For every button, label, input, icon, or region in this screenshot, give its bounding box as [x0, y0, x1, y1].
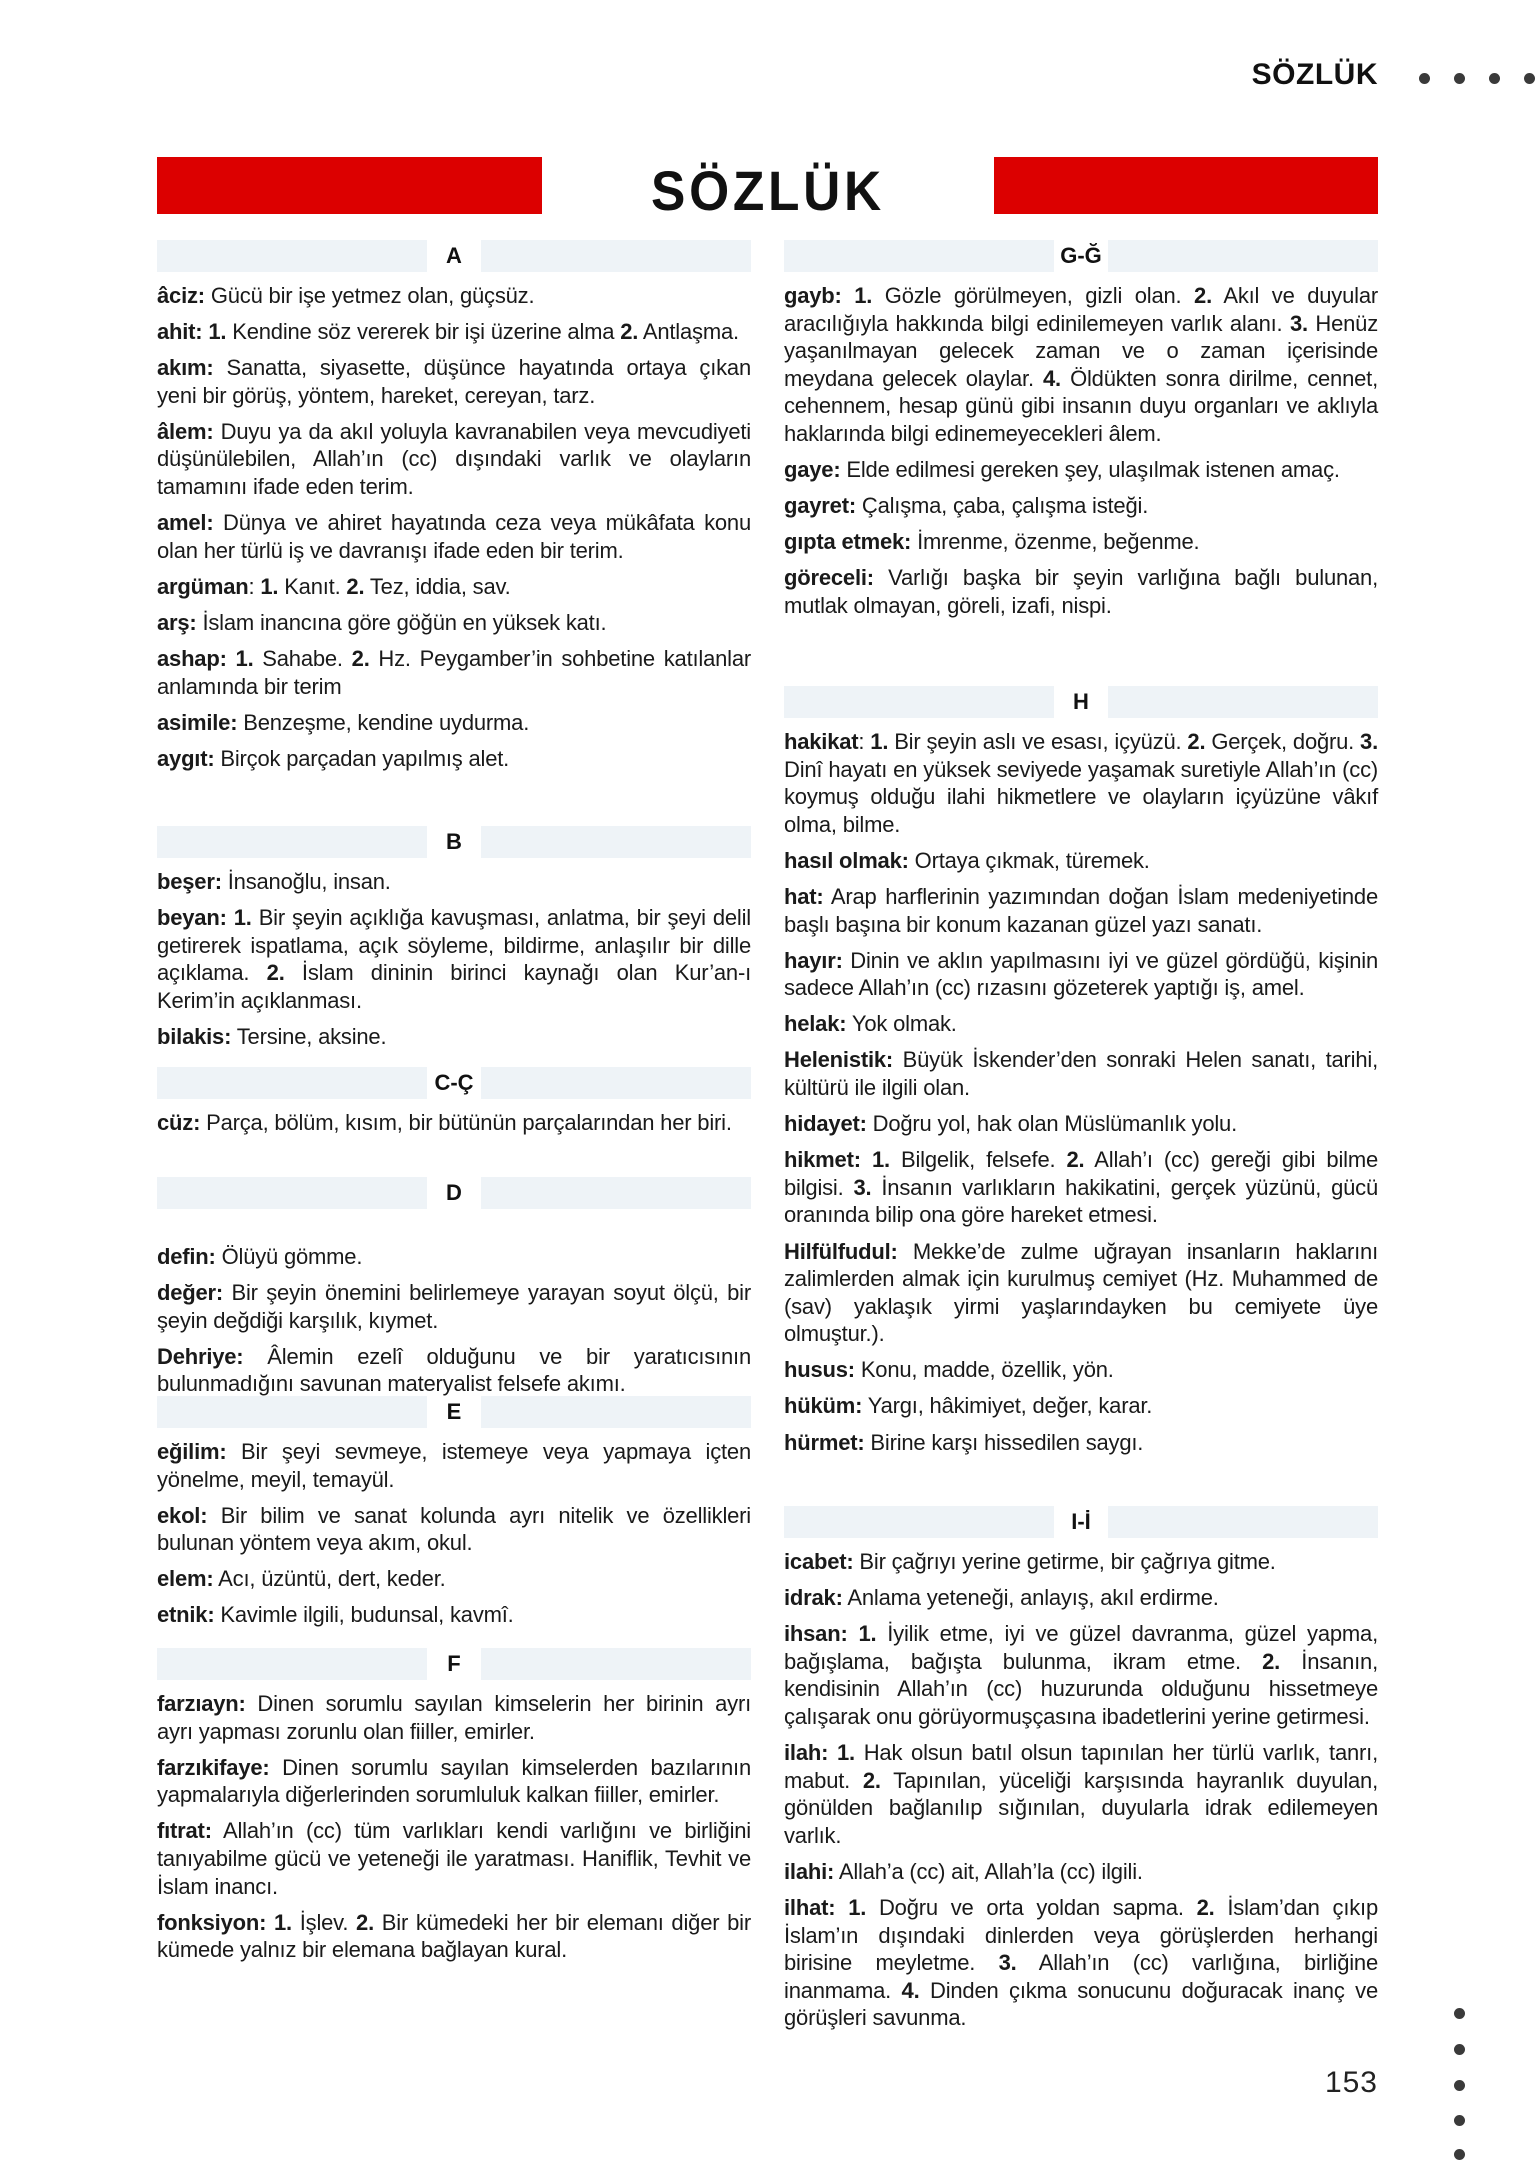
title-bar-right: [994, 157, 1378, 214]
glossary-entry: [784, 1392, 1378, 1420]
entry-definition: Sanatta, siyasette, düşünce hayatında ortaya çıkan yeni bir görüş, yöntem, hareket, cereyan, tarz.: [157, 355, 751, 408]
entry-term: icabet:: [784, 1549, 854, 1574]
entry-definition: Dinen sorumlu sayılan kimselerden bazılarının yapmalarıyla diğerlerinden sorumluluk kalkan fiiller, emirler.: [157, 1754, 751, 1808]
glossary-entry: [157, 904, 751, 1014]
entry-definition: 1. Gözle görülmeyen, gizli olan. 2. Akıl ve duyular aracılığıyla hakkında bilgi edinilemeyen varlık alanı. 3. Henüz yaşanılmayan gelecek zaman ve o zaman içerisinde meydana gelecek olaylar. 4. Öldükten sonra dirilme, cennet, cehennem, hesap günü gibi insanın duyu organları ve aklıyla haklarında bilgi edinemeyecekleri âlem.: [784, 283, 1378, 446]
glossary-entry: [784, 282, 1378, 448]
sense-number: 2.: [1196, 1895, 1215, 1921]
entry-term: hat:: [784, 883, 824, 909]
sense-number: 2.: [1262, 1648, 1281, 1674]
entry-term: hürmet:: [784, 1429, 865, 1455]
glossary-entry: [157, 709, 751, 737]
section-i-i̇: [784, 1506, 1378, 2041]
entry-term: hikmet:: [784, 1147, 861, 1173]
entry-term: gayb:: [784, 283, 842, 308]
entry-definition: İmrenme, özenme, beğenme.: [911, 529, 1200, 555]
glossary-entry: [157, 1601, 751, 1629]
glossary-entry: [784, 1739, 1378, 1849]
entry-definition: Dünya ve ahiret hayatında ceza veya mükâfata konu olan her türlü iş ve davranışı ifade eden bir terim.: [157, 510, 751, 563]
sense-number: 1.: [235, 646, 254, 672]
section-header-band: [784, 1506, 1054, 1538]
title-bar-left: [157, 157, 542, 214]
entry-term: beşer:: [157, 869, 222, 894]
glossary-entry: [784, 1620, 1378, 1730]
sense-number: 1.: [837, 1740, 855, 1766]
entry-definition: Bir bilim ve sanat kolunda ayrı nitelik ve özellikleri bulunan yöntem veya akım, okul.: [157, 1502, 751, 1556]
entry-term: hayır:: [784, 947, 843, 973]
glossary-entry: [157, 1909, 751, 1964]
entry-definition: 1. İşlev. 2. Bir kümedeki her bir elemanı diğer bir kümede yalnız bir elemana bağlayan kural.: [157, 1909, 751, 1963]
entry-term: elem:: [157, 1566, 214, 1592]
entry-definition: Acı, üzüntü, dert, keder.: [213, 1566, 446, 1592]
section-letter: F: [447, 1651, 461, 1676]
section-header-band: [481, 1177, 751, 1209]
entry-term: ihsan:: [784, 1621, 848, 1647]
entry-definition: Ortaya çıkmak, türemek.: [908, 847, 1150, 873]
decorative-dot-icon: [1454, 2115, 1465, 2126]
section-header-band: [481, 1396, 751, 1428]
section-letter: E: [446, 1399, 462, 1424]
entry-definition: Duyu ya da akıl yoluyla kavranabilen veya mevcudiyeti düşünülebilen, Allah’ın (cc) dışındaki varlık ve olayların tamamını ifade eden terim.: [157, 418, 751, 500]
entry-definition: Birçok parçadan yapılmış alet.: [214, 745, 510, 771]
section-header-band: [157, 826, 427, 858]
section-b: [157, 826, 751, 1059]
sense-number: 1.: [208, 319, 227, 345]
entry-term: beyan:: [157, 905, 227, 931]
glossary-entry: [784, 947, 1378, 1002]
sense-number: 2.: [351, 646, 370, 672]
entry-definition: Bir şeyi sevmeye, istemeye veya yapmaya içten yönelme, meyil, temayül.: [157, 1439, 751, 1492]
entry-term: amel:: [157, 510, 214, 536]
entry-term: âlem:: [157, 418, 214, 444]
entry-definition: Tersine, aksine.: [231, 1023, 387, 1049]
entry-term: ashap:: [157, 646, 227, 672]
sense-number: 1.: [233, 905, 252, 931]
glossary-entry: [784, 1584, 1378, 1612]
entry-definition: Ölüyü gömme.: [215, 1244, 363, 1269]
sense-number: 1.: [274, 1909, 292, 1935]
sense-number: 2.: [620, 319, 639, 345]
glossary-entry: [157, 318, 751, 346]
glossary-entry: [157, 1109, 751, 1137]
entry-term: gıpta etmek:: [784, 529, 912, 555]
entry-definition: Âlemin ezelî olduğunu ve bir yaratıcısının bulunmadığını savunan materyalist felsefe akımı.: [157, 1343, 751, 1397]
glossary-entry: [784, 847, 1378, 875]
section-header-band: [157, 1396, 427, 1428]
sense-number: 2.: [1194, 283, 1212, 308]
section-header-band: [481, 826, 751, 858]
section-header-band: [784, 686, 1054, 718]
entry-term: değer:: [157, 1280, 224, 1306]
glossary-entry: [784, 1429, 1378, 1457]
section-letter: I-İ: [1071, 1509, 1091, 1534]
page-number: 153: [1324, 2066, 1378, 2099]
entry-term: husus:: [784, 1357, 855, 1383]
entry-term: göreceli:: [784, 565, 874, 591]
entry-definition: Mekke’de zulme uğrayan insanların haklarını zalimlerden almak için kurulmuş cemiyet (Hz. Muhammed de (sav) yaklaşık yirmi yaşlarındayken bu cemiyete üye olmuştur.).: [784, 1238, 1378, 1347]
entry-term: âciz:: [157, 283, 205, 308]
section-header-band: [1108, 240, 1378, 272]
entry-term: gaye:: [784, 457, 841, 483]
glossary-entry: [784, 883, 1378, 938]
glossary-entry: [784, 1858, 1378, 1886]
entry-term: hakikat: [784, 729, 859, 754]
glossary-entry: [157, 868, 751, 896]
section-header: [157, 240, 751, 272]
entry-definition: Dinin ve aklın yapılmasını iyi ve güzel gördüğü, kişinin sadece Allah’ın (cc) rızasını gözeterek yaptığı iş, amel.: [784, 947, 1378, 1001]
entry-definition: Kavimle ilgili, budunsal, kavmî.: [214, 1602, 514, 1628]
entry-definition: 1. Hak olsun batıl olsun tapınılan her türlü varlık, tanrı, mabut. 2. Tapınılan, yüceliği karşısında hayranlık duyulan, gönülden bağlanılıp sığınılan, duyularla idrak edilemeyen varlık.: [784, 1740, 1378, 1848]
entry-definition: 1. Kendine söz vererek bir işi üzerine alma 2. Antlaşma.: [208, 319, 739, 345]
sense-number: 3.: [853, 1174, 872, 1200]
section-letter: C-Ç: [434, 1070, 474, 1095]
entry-definition: Benzeşme, kendine uydurma.: [237, 709, 530, 735]
glossary-entry: [157, 1438, 751, 1493]
section-header-band: [481, 1067, 751, 1099]
sense-number: 3.: [998, 1950, 1017, 1976]
sense-number: 2.: [862, 1767, 881, 1793]
entry-definition: 1. Sahabe. 2. Hz. Peygamber’in sohbetine katılanlar anlamında bir terim: [157, 646, 752, 699]
section-header-band: [481, 1648, 751, 1680]
section-g-ğ: [784, 240, 1378, 628]
section-header: [157, 1648, 751, 1680]
section-e: [157, 1396, 751, 1638]
entry-term: hidayet:: [784, 1111, 867, 1137]
entry-term: defin:: [157, 1244, 216, 1269]
sense-number: 2.: [356, 1909, 374, 1935]
entry-term: ilah:: [784, 1740, 829, 1766]
section-c-ç: [157, 1067, 751, 1145]
sense-number: 1.: [858, 1621, 877, 1647]
sense-number: 2.: [266, 960, 285, 986]
entry-term: arş:: [157, 609, 197, 635]
section-header: [784, 240, 1378, 272]
entry-definition: Allah’a (cc) ait, Allah’la (cc) ilgili.: [834, 1858, 1143, 1884]
entry-definition: Dinen sorumlu sayılan kimselerin her birinin ayrı ayrı yapması zorunlu olan fiiller, emirler.: [157, 1691, 751, 1744]
section-letter: G-Ğ: [1060, 243, 1102, 268]
sense-number: 1.: [260, 573, 279, 599]
glossary-entry: [784, 1356, 1378, 1384]
glossary-entry: [784, 1238, 1378, 1348]
sense-number: 2.: [1187, 729, 1206, 754]
section-f: [157, 1648, 751, 1972]
glossary-entry: [784, 728, 1378, 838]
entry-term: helak:: [784, 1011, 847, 1037]
decorative-dot-icon: [1524, 73, 1535, 84]
entry-definition: Doğru yol, hak olan Müslümanlık yolu.: [866, 1111, 1237, 1137]
glossary-entry: [784, 1146, 1378, 1229]
sense-number: 1.: [854, 283, 873, 308]
glossary-entry: [784, 1548, 1378, 1576]
glossary-entry: [784, 564, 1378, 619]
entry-term: hasıl olmak:: [784, 847, 909, 873]
entry-term: asimile:: [157, 709, 238, 735]
sense-number: 2.: [1066, 1147, 1085, 1173]
decorative-dot-icon: [1454, 2044, 1465, 2055]
section-header-band: [1108, 1506, 1378, 1538]
section-header-band: [157, 240, 427, 272]
entry-definition: : 1. Kanıt. 2. Tez, iddia, sav.: [248, 573, 511, 599]
entry-term: ekol:: [157, 1502, 208, 1528]
section-header-band: [157, 1067, 427, 1099]
decorative-dot-icon: [1489, 73, 1500, 84]
sense-number: 3.: [1360, 729, 1378, 754]
sense-number: 3.: [1289, 310, 1308, 336]
entry-definition: Anlama yeteneği, anlayış, akıl erdirme.: [842, 1585, 1219, 1611]
glossary-entry: [784, 1110, 1378, 1138]
section-header: [157, 1396, 751, 1428]
section-header: [784, 686, 1378, 718]
glossary-entry: [157, 1565, 751, 1593]
glossary-entry: [157, 1343, 751, 1398]
entry-term: Helenistik:: [784, 1047, 894, 1073]
sense-number: 1.: [871, 1147, 890, 1173]
sense-number: 1.: [848, 1895, 867, 1921]
section-letter: B: [446, 829, 462, 854]
sense-number: 2.: [346, 573, 365, 599]
section-header: [157, 1067, 751, 1099]
section-header: [157, 826, 751, 858]
section-letter: H: [1073, 689, 1089, 714]
entry-definition: İnsanoğlu, insan.: [221, 869, 391, 894]
glossary-entry: [157, 1690, 751, 1745]
entry-term: ilhat:: [784, 1895, 836, 1921]
entry-definition: Parça, bölüm, kısım, bir bütünün parçalarından her biri.: [200, 1110, 732, 1135]
glossary-entry: [157, 573, 751, 601]
sense-number: 4.: [901, 1977, 920, 2003]
section-header-band: [481, 240, 751, 272]
glossary-entry: [784, 456, 1378, 484]
entry-term: gayret:: [784, 493, 856, 519]
page-title: SÖZLÜK: [651, 159, 885, 222]
entry-term: eğilim:: [157, 1439, 227, 1464]
entry-term: bilakis:: [157, 1023, 232, 1049]
glossary-entry: [157, 1279, 751, 1334]
entry-definition: Çalışma, çaba, çalışma isteği.: [855, 493, 1149, 519]
glossary-entry: [157, 745, 751, 773]
entry-definition: Birine karşı hissedilen saygı.: [864, 1429, 1144, 1455]
entry-definition: : 1. Bir şeyin aslı ve esası, içyüzü. 2. Gerçek, doğru. 3. Dinî hayatı en yüksek seviyede yaşamak suretiyle Allah’ın (cc) koymuş olduğu ilahi hikmetlere ve olayların içyüzüne vâkıf olma, bilme.: [784, 729, 1378, 837]
entry-term: etnik:: [157, 1602, 215, 1628]
glossary-entry: [784, 492, 1378, 520]
entry-definition: 1. Bir şeyin açıklığa kavuşması, anlatma, bir şeyi delil getirerek ispatlama, açık söyleme, bildirme, anlaşılır bir dille açıklama. 2. İslam dininin birinci kaynağı olan Kur’an-ı Kerim’in açıklanması.: [157, 905, 751, 1013]
entry-definition: Elde edilmesi gereken şey, ulaşılmak istenen amaç.: [840, 457, 1340, 483]
entry-definition: Bir çağrıyı yerine getirme, bir çağrıya gitme.: [853, 1549, 1276, 1574]
decorative-dot-icon: [1454, 2080, 1465, 2091]
glossary-entry: [784, 1046, 1378, 1101]
entry-term: ahit:: [157, 319, 203, 345]
glossary-entry: [157, 418, 751, 501]
glossary-entry: [784, 528, 1378, 556]
glossary-entry: [157, 354, 751, 409]
glossary-entry: [157, 1754, 751, 1809]
section-d: [157, 1177, 751, 1406]
section-a: [157, 240, 751, 781]
decorative-dot-icon: [1454, 2008, 1465, 2019]
section-header-band: [784, 240, 1054, 272]
entry-term: farzıkifaye:: [157, 1754, 270, 1780]
entry-term: hüküm:: [784, 1393, 863, 1419]
entry-term: farzıayn:: [157, 1691, 246, 1716]
entry-term: fonksiyon:: [157, 1909, 267, 1935]
glossary-entry: [157, 509, 751, 564]
decorative-dot-icon: [1454, 73, 1465, 84]
running-header: SÖZLÜK: [1251, 58, 1378, 91]
section-h: [784, 686, 1378, 1465]
entry-definition: Yok olmak.: [846, 1011, 957, 1037]
entry-definition: Allah’ın (cc) tüm varlıkları kendi varlığını ve birliğini tanıyabilme gücü ve yeteneği ile yaratması. Haniflik, Tevhit ve İslam inancı.: [157, 1818, 751, 1899]
entry-definition: Bir şeyin önemini belirlemeye yarayan soyut ölçü, bir şeyin değdiği karşılık, kıymet.: [157, 1280, 751, 1333]
decorative-dot-icon: [1419, 73, 1430, 84]
entry-definition: Büyük İskender’den sonraki Helen sanatı, tarihi, kültürü ile ilgili olan.: [784, 1047, 1378, 1101]
section-header: [784, 1506, 1378, 1538]
section-header-band: [157, 1177, 427, 1209]
entry-term: akım:: [157, 355, 214, 381]
section-letter: D: [446, 1180, 462, 1205]
entry-term: idrak:: [784, 1585, 843, 1611]
entry-definition: Konu, madde, özellik, yön.: [854, 1357, 1114, 1383]
glossary-entry: [157, 645, 751, 700]
entry-definition: Varlığı başka bir şeyin varlığına bağlı bulunan, mutlak olmayan, göreli, izafi, nispi.: [784, 565, 1378, 618]
entry-term: aygıt:: [157, 745, 215, 771]
decorative-dot-icon: [1454, 2149, 1465, 2160]
glossary-entry: [157, 282, 751, 310]
glossary-entry: [784, 1894, 1378, 2032]
entry-term: Dehriye:: [157, 1343, 244, 1369]
glossary-entry: [157, 1817, 751, 1900]
glossary-entry: [157, 1502, 751, 1557]
entry-definition: 1. Doğru ve orta yoldan sapma. 2. İslam’dan çıkıp İslam’ın dışındaki dinlerden veya görüşlerden herhangi birisine meyletme. 3. Allah’ın (cc) varlığına, birliğine inanmama. 4. Dinden çıkma sonucunu doğuracak inanç ve görüşleri savunma.: [784, 1895, 1379, 2031]
glossary-entry: [157, 609, 751, 637]
section-header: [157, 1177, 751, 1209]
entry-definition: Gücü bir işe yetmez olan, güçsüz.: [204, 283, 535, 308]
entry-definition: 1. Bilgelik, felsefe. 2. Allah’ı (cc) gereği gibi bilme bilgisi. 3. İnsanın varlıkların hakikatini, gerçek yüzünü, gücü oranında bilip ona göre hareket etmesi.: [784, 1147, 1379, 1228]
sense-number: 4.: [1043, 365, 1061, 391]
entry-definition: Yargı, hâkimiyet, değer, karar.: [862, 1393, 1153, 1419]
glossary-entry: [157, 1023, 751, 1051]
entry-term: cüz:: [157, 1110, 201, 1135]
entry-term: Hilfülfudul:: [784, 1238, 898, 1264]
entry-term: argüman: [157, 573, 249, 599]
entry-definition: 1. İyilik etme, iyi ve güzel davranma, güzel yapma, bağışlama, bağışta bulunma, ikram etme. 2. İnsanın, kendisinin Allah’ın (cc) huzurunda olduğunu hissetmeye çalışarak onu görüyormuşçasına ibadetlerini yerine getirmesi.: [784, 1621, 1378, 1729]
section-header-band: [157, 1648, 427, 1680]
section-header-band: [1108, 686, 1378, 718]
glossary-entry: [157, 1243, 751, 1271]
entry-term: ilahi:: [784, 1858, 835, 1884]
entry-definition: Arap harflerinin yazımından doğan İslam medeniyetinde başlı başına bir konum kazanan güzel yazı sanatı.: [784, 883, 1378, 937]
entry-term: fıtrat:: [157, 1818, 212, 1844]
section-letter: A: [446, 243, 462, 268]
sense-number: 1.: [870, 729, 889, 754]
entry-definition: İslam inancına göre göğün en yüksek katı.: [196, 609, 607, 635]
glossary-entry: [784, 1010, 1378, 1038]
